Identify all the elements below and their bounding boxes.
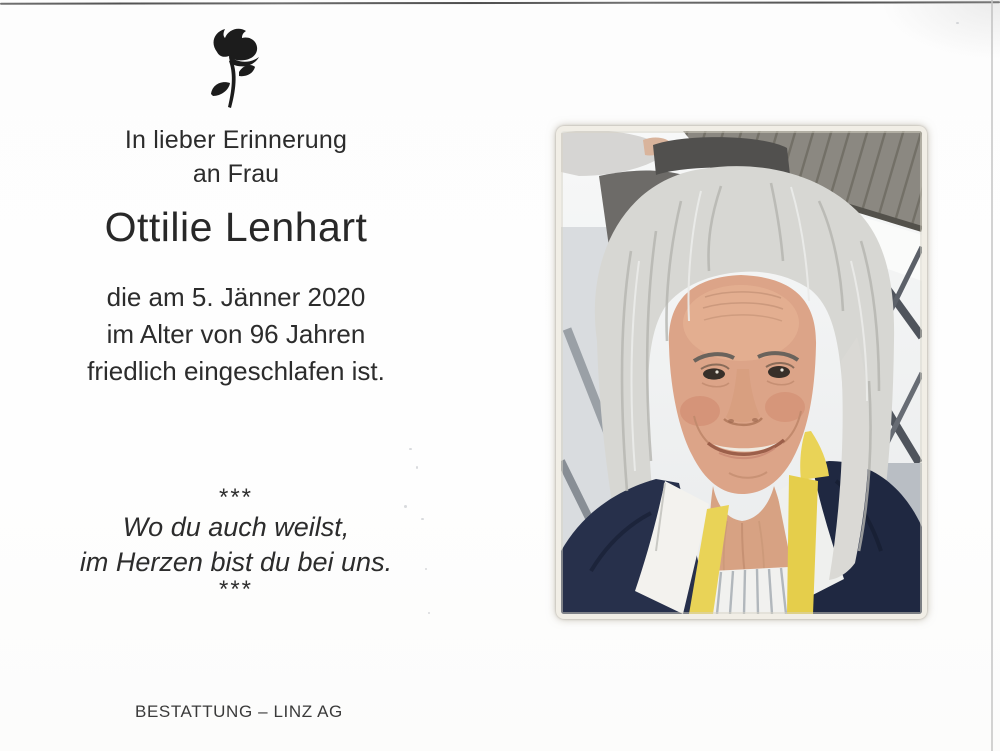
funeral-home-name: BESTATTUNG – LINZ AG — [135, 702, 343, 721]
scan-speck — [956, 22, 959, 24]
verse-line-1: Wo du auch weilst, — [122, 512, 350, 542]
scan-artifact-corner-shade — [880, 0, 1000, 60]
verse-line-2: im Herzen bist du bei uns. — [79, 547, 393, 577]
memorial-text-column — [0, 0, 472, 751]
portrait-photo — [556, 126, 927, 619]
scan-artifact-right-line — [991, 0, 993, 751]
separator-asterisks-top: *** — [218, 484, 254, 511]
intro-line-2: an Frau — [192, 160, 280, 188]
death-age-line: im Alter von 96 Jahren — [106, 319, 366, 349]
death-closing-line: friedlich eingeschlafen ist. — [87, 356, 385, 386]
rose-icon — [202, 26, 266, 112]
separator-asterisks-bottom: *** — [218, 576, 254, 603]
death-date-line: die am 5. Jänner 2020 — [106, 282, 366, 312]
intro-line-1: In lieber Erinnerung — [124, 126, 348, 154]
deceased-name: Ottilie Lenhart — [104, 204, 368, 250]
